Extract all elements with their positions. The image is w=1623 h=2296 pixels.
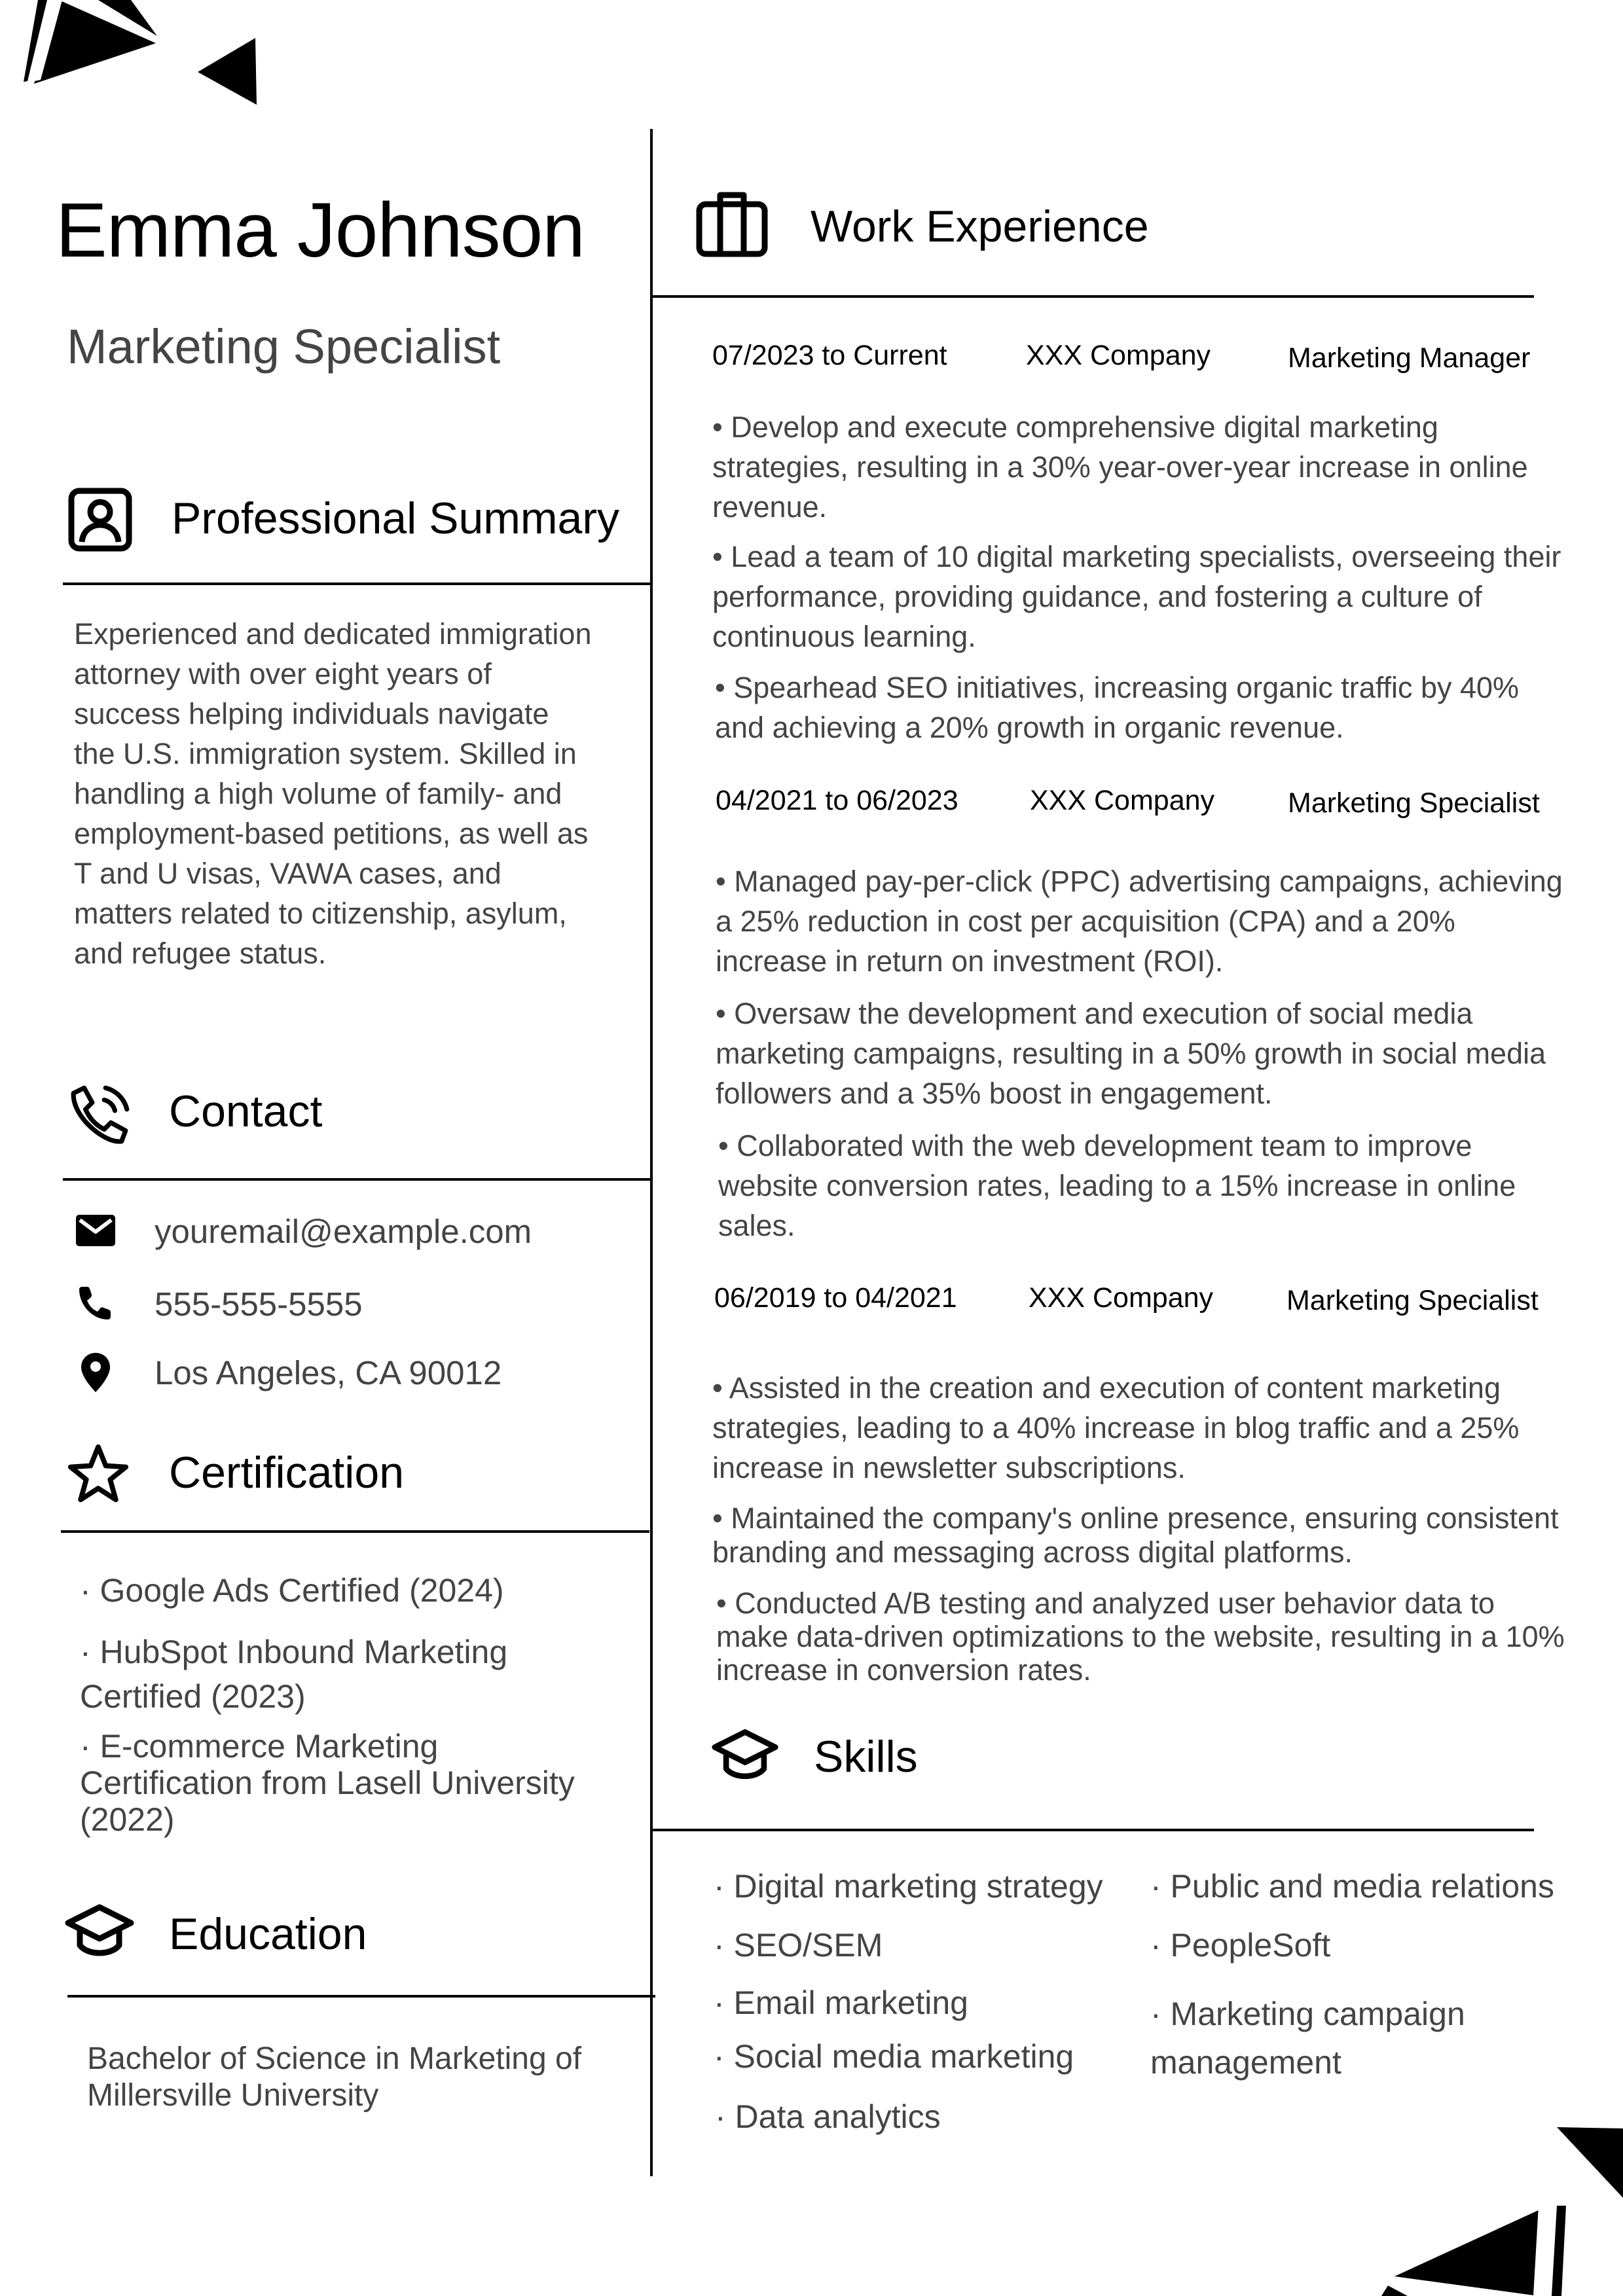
education-degree: Bachelor of Science in Marketing of Millersville University xyxy=(87,2041,582,2113)
contact-location: Los Angeles, CA 90012 xyxy=(155,1354,502,1391)
job-company: XXX Company xyxy=(1030,785,1215,816)
skill-item: · Marketing campaign management xyxy=(1150,1996,1465,2081)
graduation-cap-icon xyxy=(711,1728,779,1784)
contact-rule xyxy=(63,1178,651,1181)
contact-phone[interactable]: 555-555-5555 xyxy=(155,1285,363,1323)
job-role: Marketing Specialist xyxy=(1286,1285,1539,1316)
certification-item: · Google Ads Certified (2024) xyxy=(80,1572,504,1609)
location-pin-icon xyxy=(81,1353,110,1392)
profile-icon xyxy=(67,487,133,552)
job-company: XXX Company xyxy=(1029,1282,1214,1314)
job-role: Marketing Specialist xyxy=(1288,787,1540,819)
decorative-triangles-bottom-right xyxy=(1381,2114,1623,2296)
column-divider xyxy=(650,129,653,2176)
education-rule xyxy=(67,1995,655,1998)
summary-heading: Professional Summary xyxy=(172,493,620,543)
job-dates: 06/2019 to 04/2021 xyxy=(714,1282,957,1314)
job-role: Marketing Manager xyxy=(1288,342,1531,374)
job-bullet: • Develop and execute comprehensive digital marketing strategies, resulting in a 30% year-over-year increase in online revenue. xyxy=(712,410,1528,524)
job-bullet: • Oversaw the development and execution of social media marketing campaigns, resulting in a 50% growth in social media followers and a 35% boost in engagement. xyxy=(716,997,1546,1110)
education-heading: Education xyxy=(169,1909,367,1959)
skill-item: · Social media marketing xyxy=(714,2038,1074,2075)
job-bullet: • Managed pay-per-click (PPC) advertising campaigns, achieving a 25% reduction in cost per acquisition (CPA) and a 20% increase in return on investment (ROI). xyxy=(716,865,1563,978)
candidate-title: Marketing Specialist xyxy=(67,319,501,374)
contact-heading: Contact xyxy=(169,1086,323,1136)
job-company: XXX Company xyxy=(1026,340,1211,371)
certification-rule xyxy=(61,1530,649,1533)
skill-item: · SEO/SEM xyxy=(714,1927,883,1964)
skill-item: · PeopleSoft xyxy=(1150,1927,1331,1964)
briefcase-icon xyxy=(695,190,769,258)
email-icon xyxy=(76,1215,115,1246)
work-heading: Work Experience xyxy=(811,202,1149,251)
job-bullet: • Lead a team of 10 digital marketing specialists, overseeing their performance, providing guidance, and fostering a culture of continuous learning. xyxy=(712,540,1561,653)
skill-item: · Digital marketing strategy xyxy=(714,1868,1103,1905)
phone-icon xyxy=(77,1285,112,1321)
graduation-cap-icon xyxy=(64,1903,135,1961)
job-bullet: • Assisted in the creation and execution of content marketing strategies, leading to a 40% increase in blog traffic and a 25% increase in newsletter subscriptions. xyxy=(712,1371,1520,1484)
skills-rule xyxy=(653,1829,1534,1831)
skill-item: · Data analytics xyxy=(715,2098,941,2135)
candidate-name: Emma Johnson xyxy=(56,187,585,274)
skill-item: · Email marketing xyxy=(714,1984,968,2021)
star-icon xyxy=(67,1443,130,1504)
job-bullet: • Spearhead SEO initiatives, increasing organic traffic by 40% and achieving a 20% growth in organic revenue. xyxy=(715,671,1520,744)
certification-item: · E-commerce Marketing Certification from Lasell University (2022) xyxy=(80,1728,575,1838)
decorative-triangles-top-left xyxy=(0,0,275,111)
summary-rule xyxy=(63,583,651,585)
certification-heading: Certification xyxy=(169,1448,405,1498)
work-rule xyxy=(653,295,1534,298)
job-bullet: • Conducted A/B testing and analyzed user behavior data to make data-driven optimizations to the website, resulting in a 10% increase in conversion rates. xyxy=(716,1587,1565,1687)
job-dates: 07/2023 to Current xyxy=(712,340,947,371)
skills-heading: Skills xyxy=(814,1732,918,1782)
certification-item: · HubSpot Inbound Marketing Certified (2023) xyxy=(80,1634,508,1715)
phone-call-icon xyxy=(65,1081,132,1148)
job-dates: 04/2021 to 06/2023 xyxy=(716,785,958,816)
skill-item: · Public and media relations xyxy=(1150,1868,1554,1905)
summary-text: Experienced and dedicated immigration attorney with over eight years of success helping individuals navigate the U.S. immigration system. Skilled in handling a high volume of family- and employment-based petitions, as well as T and U visas, VAWA cases, and matters related to citizenship, asylum, and refugee status. xyxy=(74,617,592,970)
contact-email[interactable]: youremail@example.com xyxy=(155,1213,532,1250)
job-bullet: • Collaborated with the web development team to improve website conversion rates, leading to a 15% increase in online sales. xyxy=(718,1129,1516,1242)
job-bullet: • Maintained the company's online presence, ensuring consistent branding and messaging across digital platforms. xyxy=(712,1501,1559,1569)
